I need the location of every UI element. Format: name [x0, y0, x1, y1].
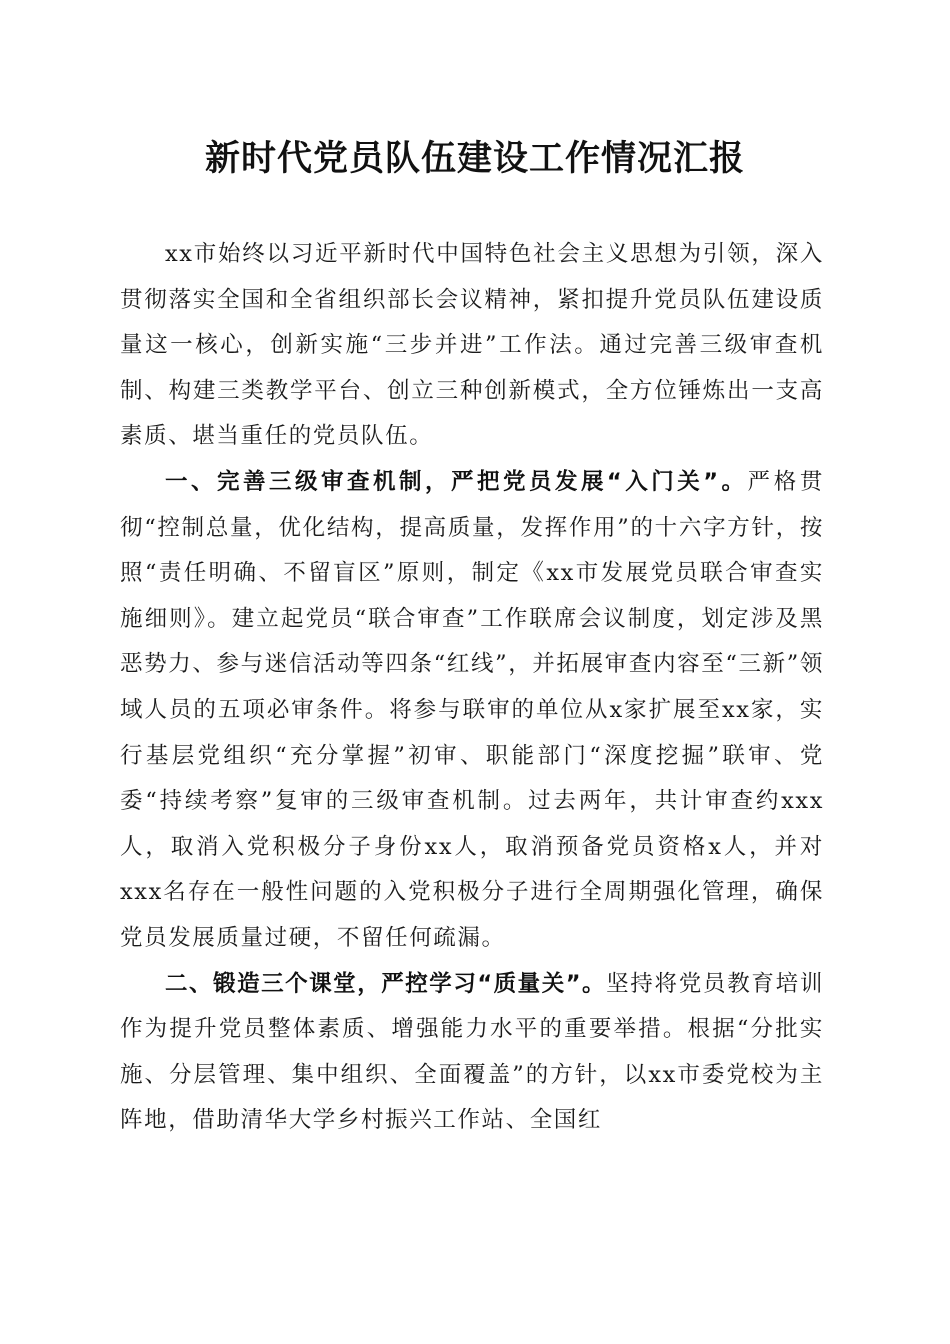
section-2-heading: 二、锻造三个课堂，严控学习“质量关”。: [165, 970, 607, 997]
section-1-paragraph: [120, 460, 824, 962]
document-title: 新时代党员队伍建设工作情况汇报: [204, 138, 745, 179]
intro-paragraph: xx市始终以习近平新时代中国特色社会主义思想为引领，深入贯彻落实全国和全省组织部长会议精神，紧扣提升党员队伍建设质量这一核心，创新实施“三步并进”工作法。通过完善三级审查机制、构建三类教学平台、创立三种创新模式，全方位锤炼出一支高素质、堪当重任的党员队伍。: [120, 241, 824, 450]
section-1-heading: 一、完善三级审查机制，严把党员发展“入门关”。: [165, 468, 748, 495]
document-body: [120, 232, 824, 1144]
section-2-text: 坚持将党员教育培训作为提升党员整体素质、增强能力水平的重要举措。根据“分批实施、分层管理、集中组织、全面覆盖”的方针，以xx市委党校为主阵地，借助清华大学乡村振兴工作站、全国红: [120, 970, 824, 1134]
section-2-paragraph: [120, 962, 824, 1144]
section-1-text: 严格贯彻“控制总量，优化结构，提高质量，发挥作用”的十六字方针，按照“责任明确、不留盲区”原则，制定《xx市发展党员联合审查实施细则》。建立起党员“联合审查”工作联席会议制度，划定涉及黑恶势力、参与迷信活动等四条“红线”，并拓展审查内容至“三新”领域人员的五项必审条件。将参与联审的单位从x家扩展至xx家，实行基层党组织“充分掌握”初审、职能部门“深度挖掘”联审、党委“持续考察”复审的三级审查机制。过去两年，共计审查约xxx人，取消入党积极分子身份xx人，取消预备党员资格x人，并对xxx名存在一般性问题的入党积极分子进行全周期强化管理，确保党员发展质量过硬，不留任何疏漏。: [120, 468, 824, 951]
